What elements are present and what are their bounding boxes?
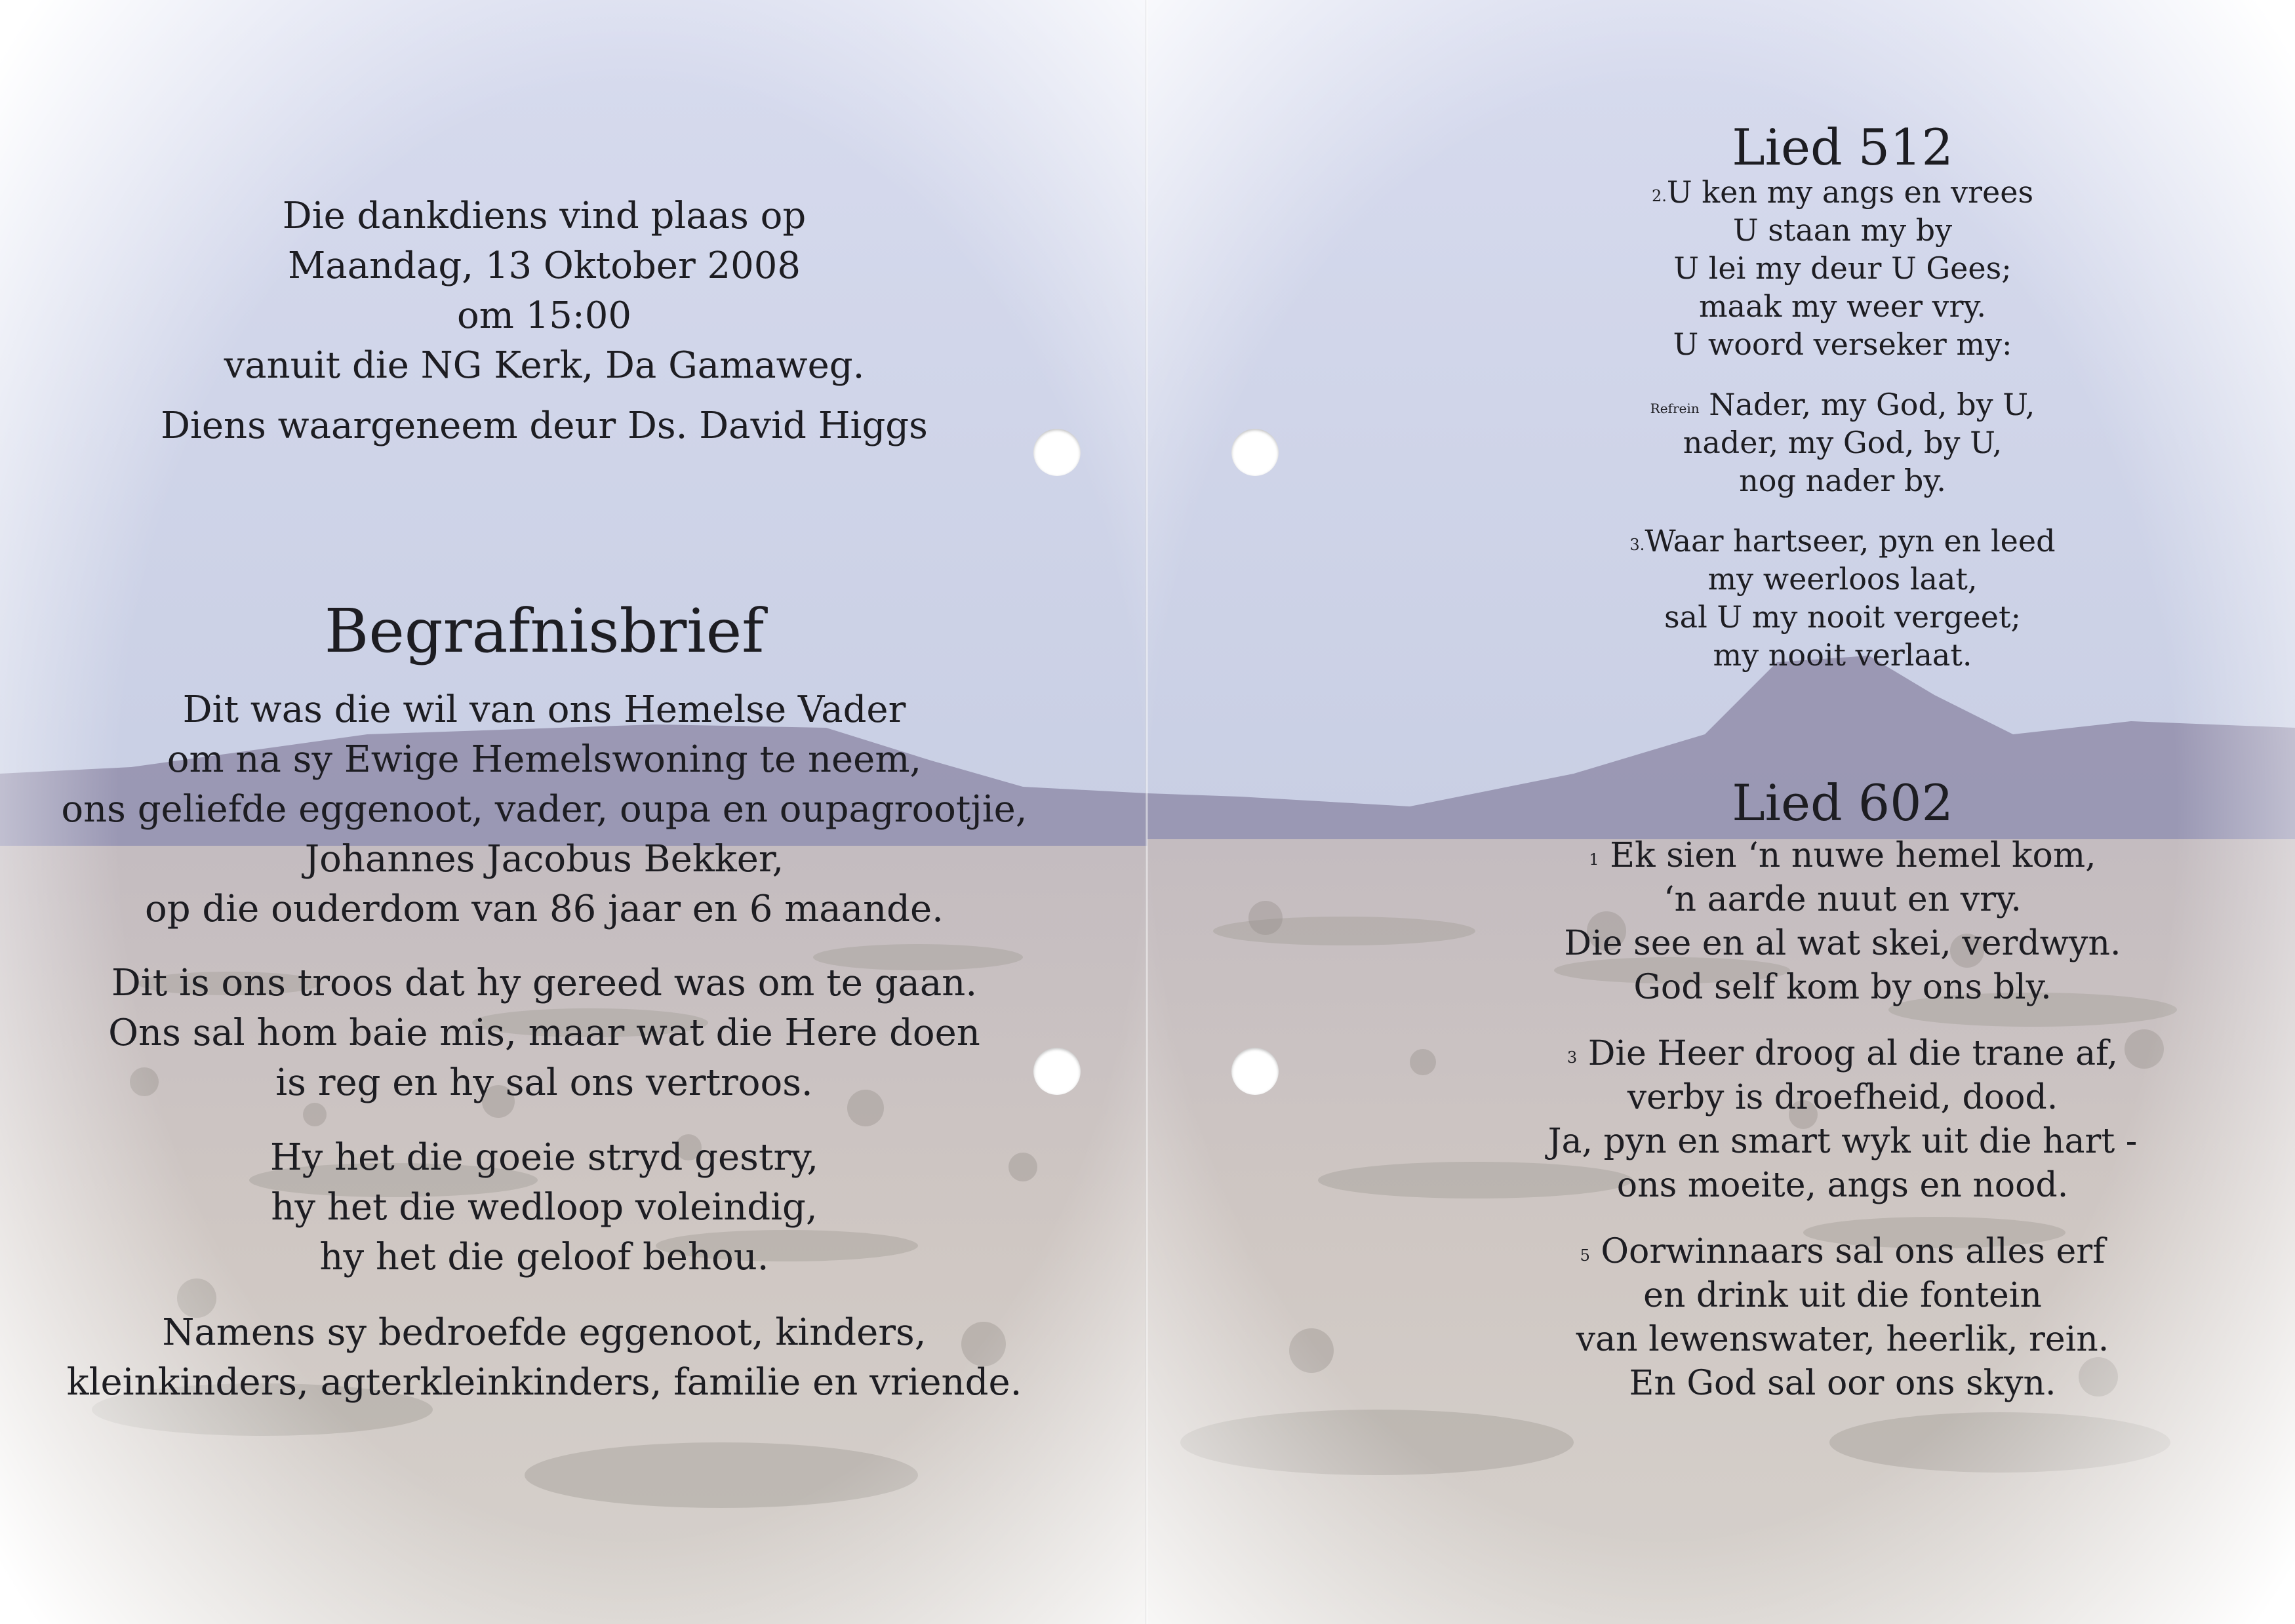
letter-line: ons geliefde eggenoot, vader, oupa en oupagrootjie, (61, 788, 1028, 831)
verse-marker: 1 (1589, 850, 1599, 869)
stanza-line: en drink uit die fontein (1643, 1276, 2042, 1315)
stanza-line: sal U my nooit vergeet; (1664, 599, 2021, 635)
stanza-line: $^5$ Oorwinnaars sal ons alles erf (1580, 1232, 2105, 1271)
stanza-line: God self kom by ons bly. (1633, 968, 2052, 1007)
letter-paragraph-4 (0, 1308, 1088, 1408)
service-line: Die dankdiens vind plaas op (282, 195, 807, 237)
stanza-line: U staan my by (1732, 212, 1953, 248)
stanza-line: $^1$ Ek sien ‘n nuwe hemel kom, (1589, 836, 2096, 875)
letter-line: is reg en hy sal ons vertroos. (275, 1061, 813, 1104)
stanza-line: $^{3.}$Waar hartseer, pyn en leed (1629, 523, 2056, 559)
refrain-marker: Refrein (1650, 401, 1700, 416)
service-line: vanuit die NG Kerk, Da Gamaweg. (224, 344, 865, 387)
letter-line: Dit is ons troos dat hy gereed was om te gaan. (111, 962, 978, 1004)
stanza-line: van lewenswater, heerlik, rein. (1576, 1320, 2109, 1359)
hymn2-stanza-1 (1515, 834, 2170, 1010)
stanza-line: maak my weer vry. (1698, 288, 1987, 324)
stanza-line: nog nader by. (1739, 463, 1946, 498)
letter-line: Namens sy bedroefde eggenoot, kinders, (162, 1311, 927, 1354)
stanza-line: $^3$ Die Heer droog al die trane af, (1567, 1034, 2119, 1073)
stanza-line: Ja, pyn en smart wyk uit die hart - (1547, 1122, 2138, 1161)
letter-line: Dit was die wil van ons Hemelse Vader (182, 688, 906, 731)
stanza-line: nader, my God, by U, (1683, 425, 2003, 460)
service-line: Maandag, 13 Oktober 2008 (287, 245, 801, 287)
verse-marker: 5 (1580, 1246, 1590, 1265)
hymn-title: Lied 512 (1732, 118, 1953, 176)
punch-hole (1231, 429, 1279, 476)
stanza-line: verby is droefheid, dood. (1627, 1078, 2058, 1117)
letter-line: hy het die geloof behou. (319, 1236, 769, 1278)
stanza-line: $^{2.}$U ken my angs en vrees (1651, 174, 2034, 210)
letter-paragraph-1 (0, 685, 1088, 934)
hymn1-stanza-3 (1515, 522, 2170, 674)
letter-line: om na sy Ewige Hemelswoning te neem, (167, 738, 922, 781)
stanza-line: $^{Refrein}$ Nader, my God, by U, (1650, 387, 2035, 422)
hymn1-stanza-2 (1515, 173, 2170, 363)
letter-line: Johannes Jacobus Bekker, (304, 838, 784, 881)
stanza-line: my nooit verlaat. (1713, 637, 1972, 673)
letter-paragraph-3 (0, 1133, 1088, 1282)
hymn2-stanza-5 (1515, 1230, 2170, 1406)
stanza-line: En God sal oor ons skyn. (1629, 1364, 2056, 1403)
verse-marker: 3 (1567, 1048, 1578, 1067)
stanza-line: Die see en al wat skei, verdwyn. (1564, 924, 2121, 963)
service-details (0, 191, 1088, 451)
officiant: Diens waargeneem deur Ds. David Higgs (161, 405, 928, 447)
hymn1-refrain (1515, 386, 2170, 500)
stanza-line: ons moeite, angs en nood. (1616, 1166, 2069, 1205)
letter-paragraph-2 (0, 959, 1088, 1108)
stanza-line: U woord verseker my: (1673, 327, 2012, 362)
letter-line: op die ouderdom van 86 jaar en 6 maande. (145, 888, 944, 930)
stanza-line: U lei my deur U Gees; (1673, 250, 2012, 286)
right-page (1148, 0, 2295, 1624)
service-line: om 15:00 (457, 294, 631, 337)
letter-line: Hy het die goeie stryd gestry, (269, 1136, 819, 1179)
hymn2-stanza-3 (1515, 1032, 2170, 1208)
hymn-title: Lied 602 (1732, 774, 1953, 832)
stanza-line: ‘n aarde nuut en vry. (1664, 880, 2022, 919)
verse-marker: 3. (1629, 536, 1645, 554)
letter-line: kleinkinders, agterkleinkinders, familie en vriende. (66, 1361, 1022, 1404)
verse-marker: 2. (1651, 187, 1667, 205)
stanza-line: my weerloos laat, (1707, 561, 1978, 597)
letter-title: Begrafnisbrief (324, 596, 765, 666)
letter-line: hy het die wedloop voleindig, (271, 1186, 818, 1229)
punch-hole (1231, 1048, 1279, 1095)
letter-line: Ons sal hom baie mis, maar wat die Here doen (108, 1012, 980, 1054)
